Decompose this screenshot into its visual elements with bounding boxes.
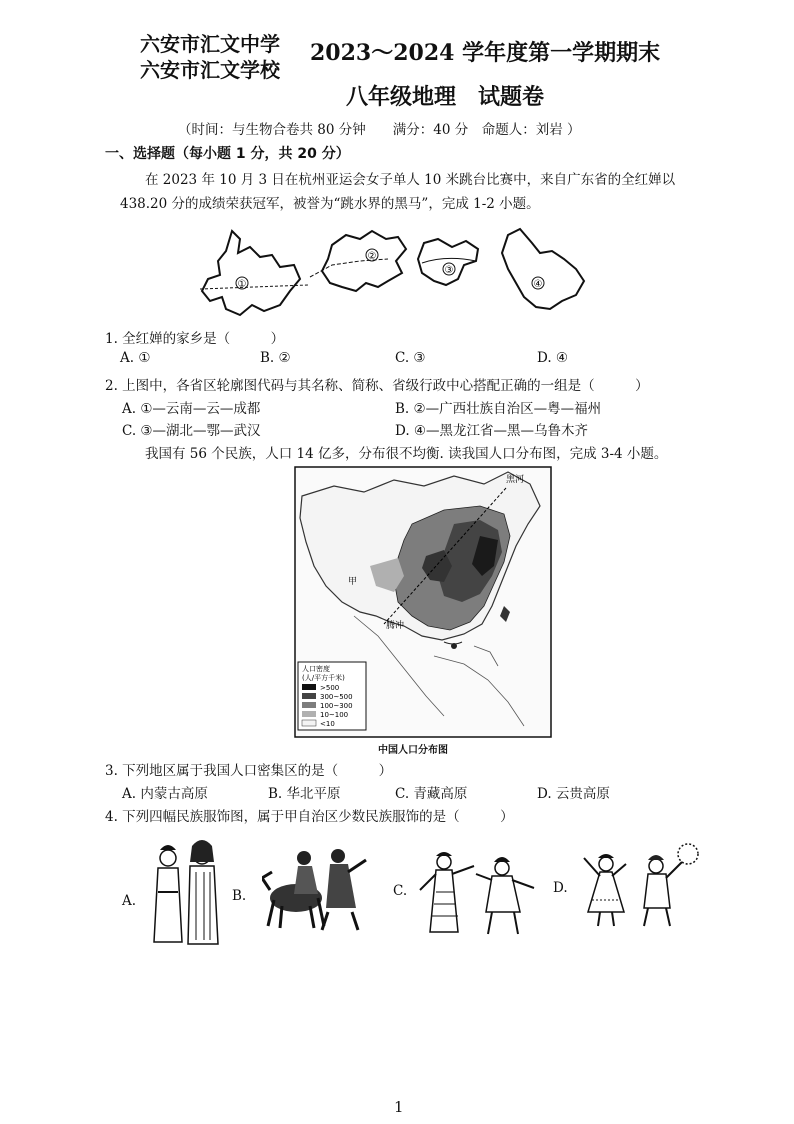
costume-illustration-c (418, 848, 538, 938)
q2-stem: 2. 上图中，各省区轮廓图代码与其名称、简称、省级行政中心搭配正确的一组是（ ） (105, 378, 649, 394)
q2-option-a: A. ①—云南—云—成都 (122, 401, 261, 417)
intro-paragraph-line2: 438.20 分的成绩荣获冠军，被誉为“跳水界的黑马”，完成 1-2 小题。 (120, 196, 540, 212)
costume-illustration-a (148, 832, 228, 954)
exam-title-line2: 八年级地理 试题卷 (346, 84, 545, 110)
map-label-tengchong: 腾冲 (386, 621, 405, 631)
legend-item-3: 100~300 (320, 702, 353, 710)
page-number: 1 (394, 1098, 404, 1116)
q1-option-b: B. ② (260, 350, 291, 366)
school-name-1: 六安市汇文中学 (140, 32, 280, 56)
legend-swatch-4 (302, 711, 316, 717)
q1-option-a: A. ① (120, 350, 151, 366)
q2-option-d: D. ④—黑龙江省—黑—乌鲁木齐 (395, 423, 589, 439)
legend-title-2: (人/平方千米) (302, 674, 345, 682)
map-label-jia: 甲 (348, 577, 358, 587)
q3-option-b: B. 华北平原 (268, 786, 341, 802)
q1-option-c: C. ③ (395, 350, 426, 366)
legend-swatch-1 (302, 684, 316, 690)
province-label-3: ③ (444, 265, 454, 276)
q3-stem: 3. 下列地区属于我国人口密集区的是（ ） (105, 763, 393, 779)
population-map (294, 466, 552, 738)
province-map-2 (310, 231, 406, 291)
map-label-heihe: 黑河 (506, 475, 525, 485)
map-legend (298, 662, 366, 730)
costume-illustration-d (576, 838, 706, 928)
province-label-2: ② (367, 251, 377, 262)
exam-title-line1: 2023～2024 学年度第一学期期末 (310, 40, 661, 66)
legend-item-2: 300~500 (320, 693, 353, 701)
q4-option-a: A. (122, 893, 137, 909)
q4-stem: 4. 下列四幅民族服饰图，属于甲自治区少数民族服饰的是（ ） (105, 809, 514, 825)
q2-option-c: C. ③—湖北—鄂—武汉 (122, 423, 261, 439)
intro-q3-4: 我国有 56 个民族，人口 14 亿多，分布很不均衡. 读我国人口分布图，完成 3-4 小题。 (145, 446, 668, 462)
legend-swatch-5 (302, 720, 316, 726)
q1-stem: 1. 全红婵的家乡是（ ） (105, 331, 285, 347)
legend-swatch-2 (302, 693, 316, 699)
costume-illustration-b (262, 842, 372, 932)
school-name-2: 六安市汇文学校 (140, 58, 280, 82)
legend-item-1: >500 (320, 684, 340, 692)
province-map-3 (418, 239, 478, 285)
legend-item-4: 10~100 (320, 711, 349, 719)
q4-option-c: C. (393, 883, 408, 899)
province-label-1: ① (237, 279, 247, 290)
q4-option-d: D. (553, 880, 568, 896)
province-outline-maps (160, 225, 600, 325)
province-map-4 (502, 229, 584, 309)
province-label-4: ④ (533, 279, 543, 290)
legend-swatch-3 (302, 702, 316, 708)
q3-option-c: C. 青藏高原 (395, 786, 468, 802)
province-map-1 (200, 231, 308, 315)
legend-title-1: 人口密度 (302, 665, 330, 673)
q4-option-b: B. (232, 888, 247, 904)
section-heading: 一、选择题（每小题 1 分，共 20 分） (105, 146, 350, 162)
q2-option-b: B. ②—广西壮族自治区—粤—福州 (395, 401, 602, 417)
intro-paragraph-line1: 在 2023 年 10 月 3 日在杭州亚运会女子单人 10 米跳台比赛中，来自广东省的全红婵以 (145, 172, 676, 188)
exam-info: （时间：与生物合卷共 80 分钟 满分：40 分 命题人：刘岩 ） (178, 122, 581, 138)
q1-option-d: D. ④ (537, 350, 569, 366)
legend-item-5: <10 (320, 720, 335, 728)
map-caption: 中国人口分布图 (378, 745, 448, 756)
q3-option-d: D. 云贵高原 (537, 786, 610, 802)
q3-option-a: A. 内蒙古高原 (122, 786, 208, 802)
